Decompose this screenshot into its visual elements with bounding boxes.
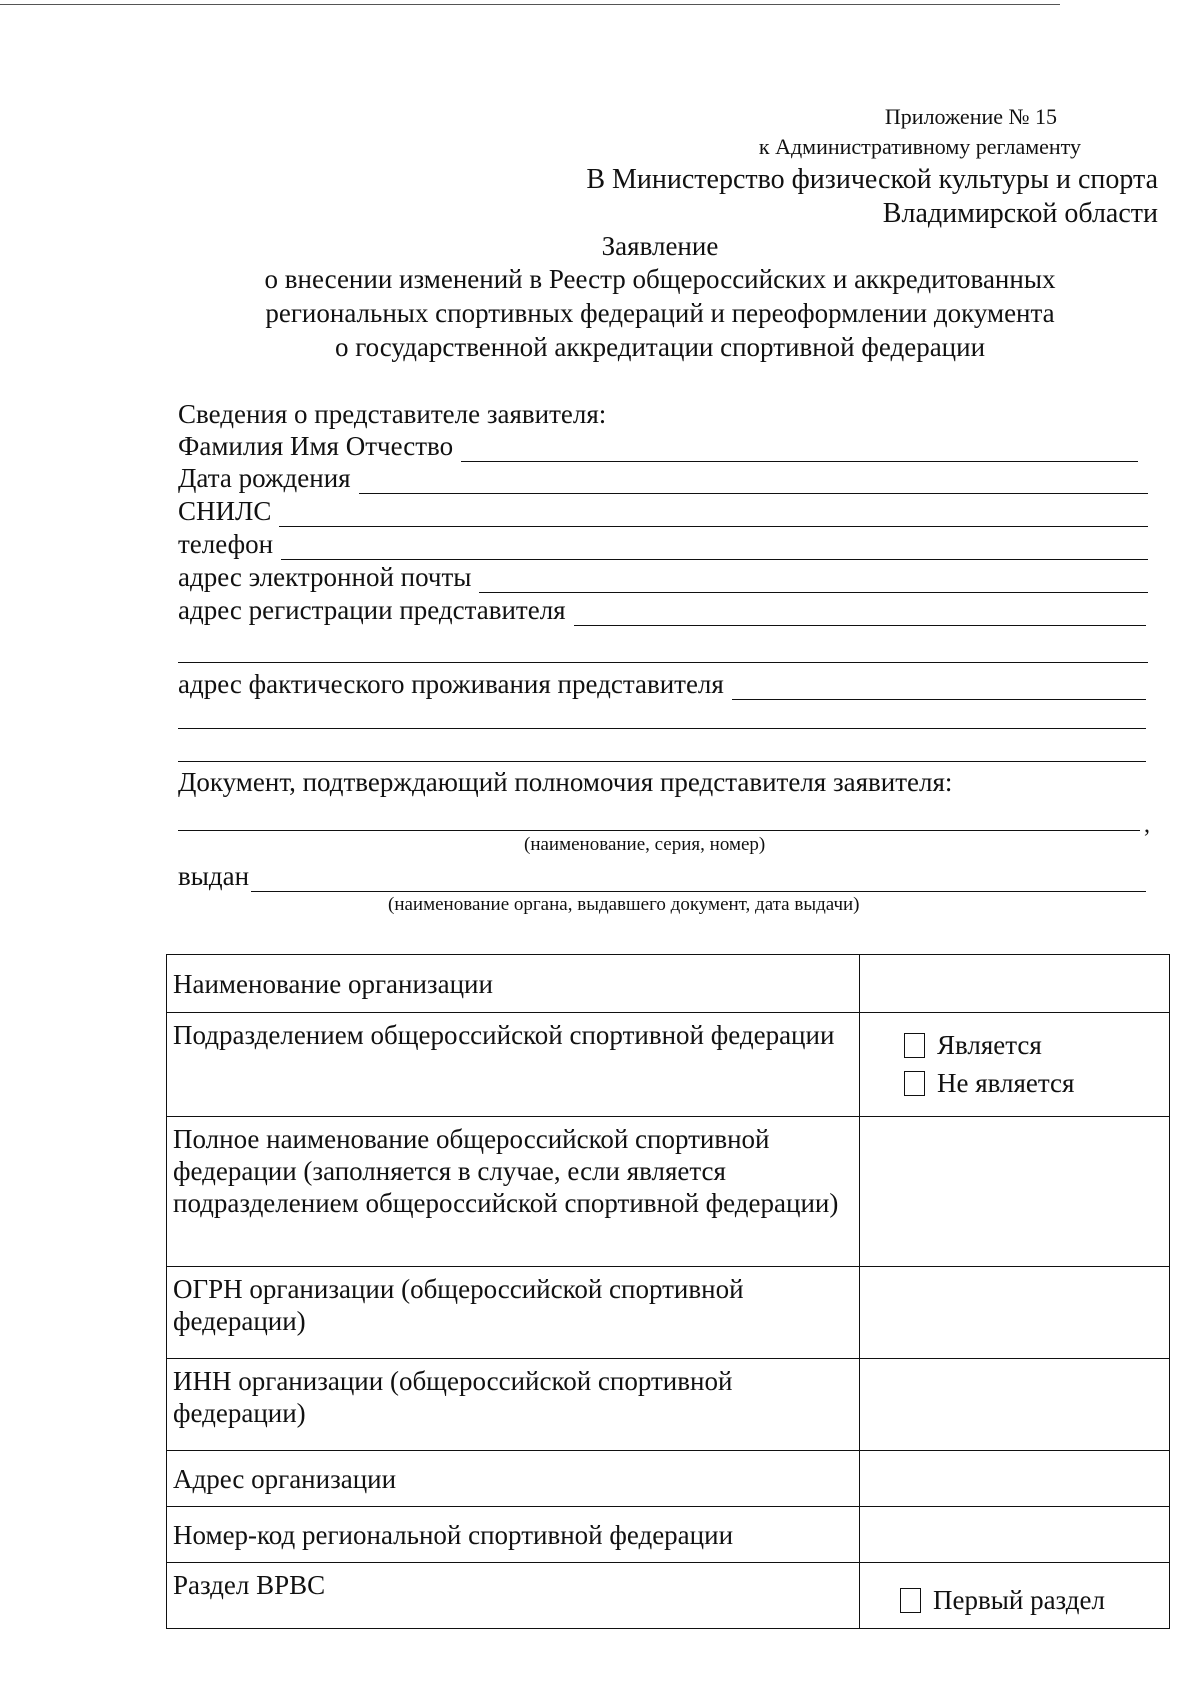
option-is[interactable] (904, 1029, 1163, 1061)
document-name-line[interactable] (178, 830, 1140, 831)
reg-address-field[interactable] (178, 594, 1146, 626)
option-first-section-label: Первый раздел (933, 1585, 1105, 1615)
number-code-value[interactable] (860, 1507, 1170, 1563)
option-is-not[interactable] (904, 1067, 1163, 1099)
document-heading (178, 766, 952, 798)
vrvs-section-label: Раздел ВРВС (167, 1563, 860, 1629)
reg-address-line-2[interactable] (178, 662, 1148, 663)
actual-address-line-3[interactable] (178, 761, 1146, 762)
document-name-caption: (наименование, серия, номер) (524, 834, 766, 855)
inn-label: ИНН организации (общероссийской спортивной федерации) (167, 1359, 860, 1451)
snils-field[interactable] (178, 495, 1148, 527)
full-name-field[interactable] (178, 430, 1138, 462)
table-row (167, 1507, 1170, 1563)
table-row (167, 1013, 1170, 1117)
actual-address-label: адрес фактического проживания представителя (178, 669, 724, 699)
regulation-reference: к Административному регламенту (758, 134, 1081, 159)
issued-by-line[interactable] (251, 867, 1146, 892)
number-code-label: Номер-код региональной спортивной федерации (167, 1507, 860, 1563)
title-line-1: о внесении изменений в Реестр общероссийских и аккредитованных (264, 264, 1056, 294)
birth-date-line[interactable] (359, 469, 1148, 494)
snils-line[interactable] (279, 502, 1148, 527)
appendix-number: Приложение № 15 (884, 104, 1057, 129)
title-line-2: региональных спортивных федераций и переоформлении документа (265, 298, 1055, 328)
option-first-section[interactable] (900, 1584, 1163, 1616)
snils-label: СНИЛС (178, 496, 272, 526)
federation-full-name-value[interactable] (860, 1117, 1170, 1267)
email-line[interactable] (479, 568, 1148, 593)
issued-by-field[interactable] (178, 860, 1146, 892)
phone-line[interactable] (281, 535, 1148, 560)
checkbox-icon[interactable] (904, 1033, 925, 1058)
actual-address-line[interactable] (732, 675, 1146, 700)
email-label: адрес электронной почты (178, 562, 472, 592)
table-row (167, 1451, 1170, 1507)
reg-address-label: адрес регистрации представителя (178, 595, 566, 625)
document-title: Заявление (601, 231, 719, 261)
email-field[interactable] (178, 561, 1148, 593)
org-name-value[interactable] (860, 955, 1170, 1013)
checkbox-icon[interactable] (904, 1071, 925, 1096)
organization-table (166, 954, 1170, 1629)
federation-full-name-label: Полное наименование общероссийской спортивной федерации (заполняется в случае, если является подразделением общероссийской спортивной федерации) (167, 1117, 860, 1267)
birth-date-label: Дата рождения (178, 463, 351, 493)
table-row (167, 1267, 1170, 1359)
document-heading-text: Документ, подтверждающий полномочия представителя заявителя: (178, 767, 953, 797)
ogrn-label: ОГРН организации (общероссийской спортивной федерации) (167, 1267, 860, 1359)
table-row (167, 1359, 1170, 1451)
checkbox-icon[interactable] (900, 1588, 921, 1613)
table-row (167, 955, 1170, 1013)
address-value[interactable] (860, 1451, 1170, 1507)
phone-field[interactable] (178, 528, 1148, 560)
subdivision-label: Подразделением общероссийской спортивной федерации (167, 1013, 860, 1117)
recipient-line-2: Владимирской области (882, 198, 1158, 229)
ogrn-value[interactable] (860, 1267, 1170, 1359)
issuer-caption: (наименование органа, выдавшего документ, дата выдачи) (388, 894, 860, 915)
phone-label: телефон (178, 529, 274, 559)
recipient-line-1: В Министерство физической культуры и спорта (586, 164, 1158, 195)
actual-address-line-2[interactable] (178, 728, 1146, 729)
full-name-label: Фамилия Имя Отчество (178, 431, 454, 461)
document-comma: , (1144, 812, 1150, 838)
table-row (167, 1563, 1170, 1629)
subdivision-options (860, 1013, 1170, 1117)
option-is-label: Является (937, 1030, 1042, 1060)
birth-date-field[interactable] (178, 462, 1148, 494)
title-line-3: о государственной аккредитации спортивной федерации (334, 332, 986, 362)
option-is-not-label: Не является (937, 1068, 1075, 1098)
reg-address-line[interactable] (574, 601, 1146, 626)
representative-heading (178, 398, 606, 430)
issued-label: выдан (178, 861, 250, 891)
actual-address-field[interactable] (178, 668, 1146, 700)
inn-value[interactable] (860, 1359, 1170, 1451)
org-name-label: Наименование организации (167, 955, 860, 1013)
scan-top-edge (0, 4, 1060, 5)
address-label: Адрес организации (167, 1451, 860, 1507)
vrvs-section-options (860, 1563, 1170, 1629)
full-name-line[interactable] (461, 437, 1138, 462)
representative-heading-text: Сведения о представителе заявителя: (178, 399, 607, 429)
table-row (167, 1117, 1170, 1267)
